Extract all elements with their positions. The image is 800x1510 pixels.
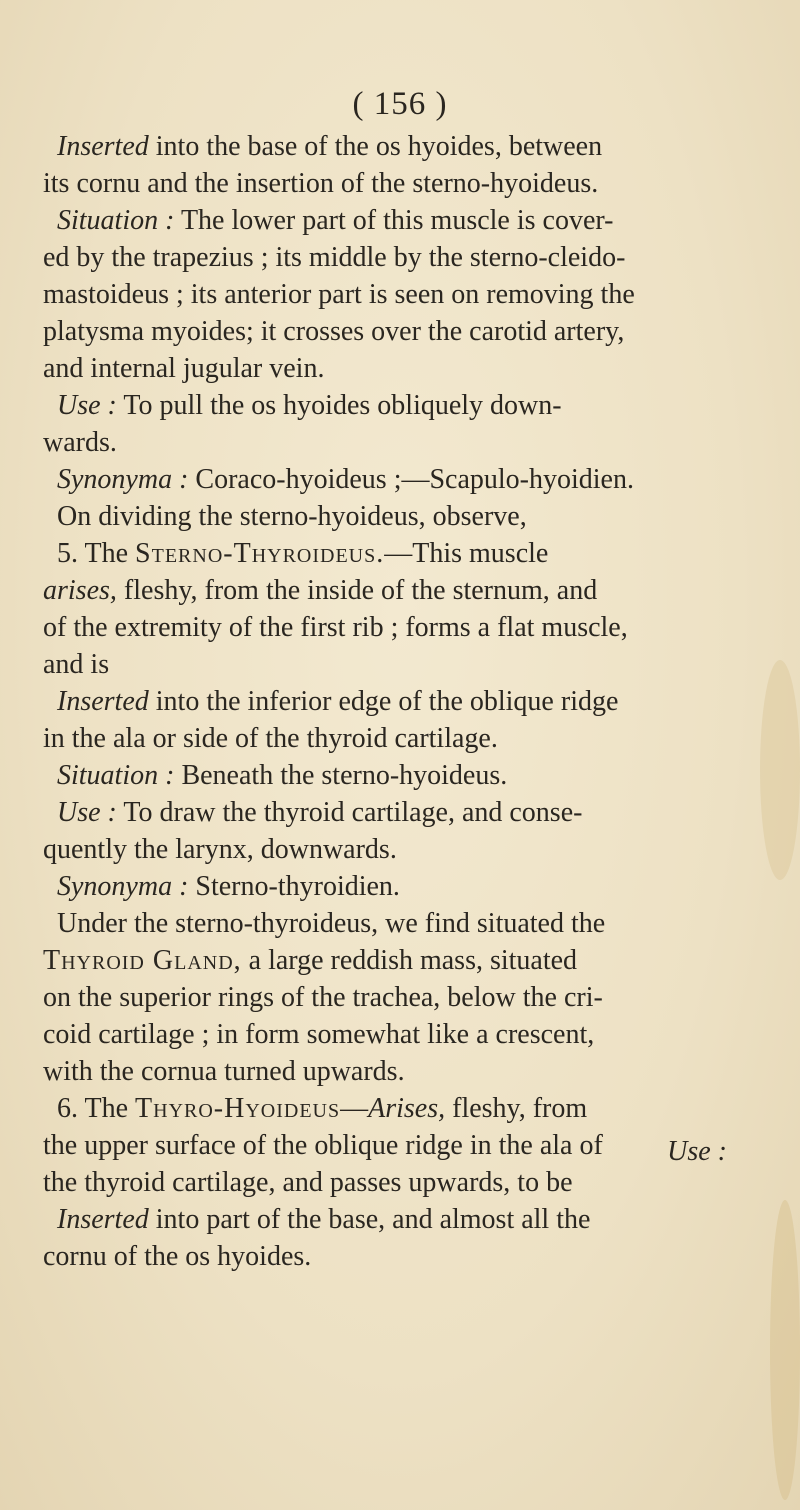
text-run: Synonyma : — [57, 871, 189, 902]
text-line — [43, 1164, 765, 1201]
text-run: Arises, — [368, 1093, 446, 1124]
text-line — [43, 720, 765, 757]
text-run: on the superior rings of the trachea, below the cri- — [43, 982, 603, 1013]
text-run: Inserted — [57, 1204, 149, 1235]
text-run: Situation : — [57, 760, 175, 791]
text-run: Beneath the sterno-hyoideus. — [174, 760, 508, 791]
text-run: Synonyma : — [57, 464, 189, 495]
text-run: the thyroid cartilage, and passes upwards, to be — [43, 1167, 573, 1198]
text-run: into the base of the os hyoides, between — [148, 131, 603, 162]
text-line — [43, 461, 765, 498]
text-line — [43, 1053, 765, 1090]
text-run: To pull the os hyoides obliquely down- — [116, 390, 562, 421]
text-line — [43, 757, 765, 794]
text-line — [43, 276, 765, 313]
text-run: in the ala or side of the thyroid cartilage. — [43, 723, 498, 754]
text-line — [43, 1016, 765, 1053]
text-run: Coraco-hyoideus ;—Scapulo-hyoidien. — [188, 464, 634, 495]
text-run: into the inferior edge of the oblique ridge — [148, 686, 619, 717]
paper-stain — [770, 1200, 800, 1500]
text-run: a large reddish mass, situated — [241, 945, 578, 976]
text-line — [43, 202, 765, 239]
text-run: Sterno-Thyroideus. — [135, 538, 385, 569]
text-line — [43, 128, 765, 165]
text-run: Inserted — [57, 686, 149, 717]
text-line — [43, 905, 765, 942]
text-run: with the cornua turned upwards. — [43, 1056, 405, 1087]
text-line — [43, 1238, 765, 1275]
text-run: Under the sterno-thyroideus, we find situated the — [57, 908, 606, 939]
page-number: ( 156 ) — [352, 86, 448, 122]
text-run: — — [340, 1093, 369, 1124]
text-run: mastoideus ; its anterior part is seen on removing the — [43, 279, 635, 310]
text-line — [43, 831, 765, 868]
text-run: On dividing the sterno-hyoideus, observe, — [57, 501, 527, 532]
text-run: quently the larynx, downwards. — [43, 834, 397, 865]
text-run: platysma myoides; it crosses over the carotid artery, — [43, 316, 625, 347]
text-run: arises, — [43, 575, 117, 606]
text-run: the upper surface of the oblique ridge in the ala of — [43, 1130, 603, 1161]
text-line — [43, 239, 765, 276]
text-line — [43, 979, 765, 1016]
text-run: Situation : — [57, 205, 175, 236]
catchword: Use : — [667, 1136, 727, 1167]
text-run: Use : — [57, 390, 117, 421]
text-run: To draw the thyroid cartilage, and conse- — [116, 797, 583, 828]
text-run: cornu of the os hyoides. — [43, 1241, 312, 1272]
body-text — [43, 128, 765, 1275]
text-run: —This muscle — [384, 538, 549, 569]
text-run: its cornu and the insertion of the sterno-hyoideus. — [43, 168, 599, 199]
text-run: Thyroid Gland, — [43, 945, 242, 976]
text-line — [43, 1090, 765, 1127]
text-line — [43, 313, 765, 350]
text-run: Thyro-Hyoideus — [135, 1093, 341, 1124]
text-run: The lower part of this muscle is cover- — [174, 205, 614, 236]
paper-stain — [760, 660, 800, 880]
text-line — [43, 794, 765, 831]
text-line — [43, 942, 765, 979]
text-run: Inserted — [57, 131, 149, 162]
text-run: coid cartilage ; in form somewhat like a crescent, — [43, 1019, 595, 1050]
text-run: fleshy, from — [445, 1093, 588, 1124]
text-line — [43, 609, 765, 646]
text-run: 5. The — [57, 538, 136, 569]
text-run: fleshy, from the inside of the sternum, and — [116, 575, 598, 606]
text-line — [43, 387, 765, 424]
text-run: wards. — [43, 427, 117, 458]
text-line — [43, 646, 765, 683]
text-run: ed by the trapezius ; its middle by the sterno-cleido- — [43, 242, 626, 273]
text-run: and internal jugular vein. — [43, 353, 325, 384]
text-run: Use : — [57, 797, 117, 828]
text-line — [43, 572, 765, 609]
text-line — [43, 1201, 765, 1238]
text-line — [43, 165, 765, 202]
text-line — [43, 424, 765, 461]
text-run: of the extremity of the first rib ; forms a flat muscle, — [43, 612, 628, 643]
text-run: and is — [43, 649, 110, 680]
text-line — [43, 683, 765, 720]
text-run: into part of the base, and almost all the — [148, 1204, 591, 1235]
text-run: Sterno-thyroidien. — [188, 871, 400, 902]
text-line — [43, 868, 765, 905]
text-line — [43, 498, 765, 535]
text-line — [43, 535, 765, 572]
text-run: 6. The — [57, 1093, 136, 1124]
text-line — [43, 350, 765, 387]
